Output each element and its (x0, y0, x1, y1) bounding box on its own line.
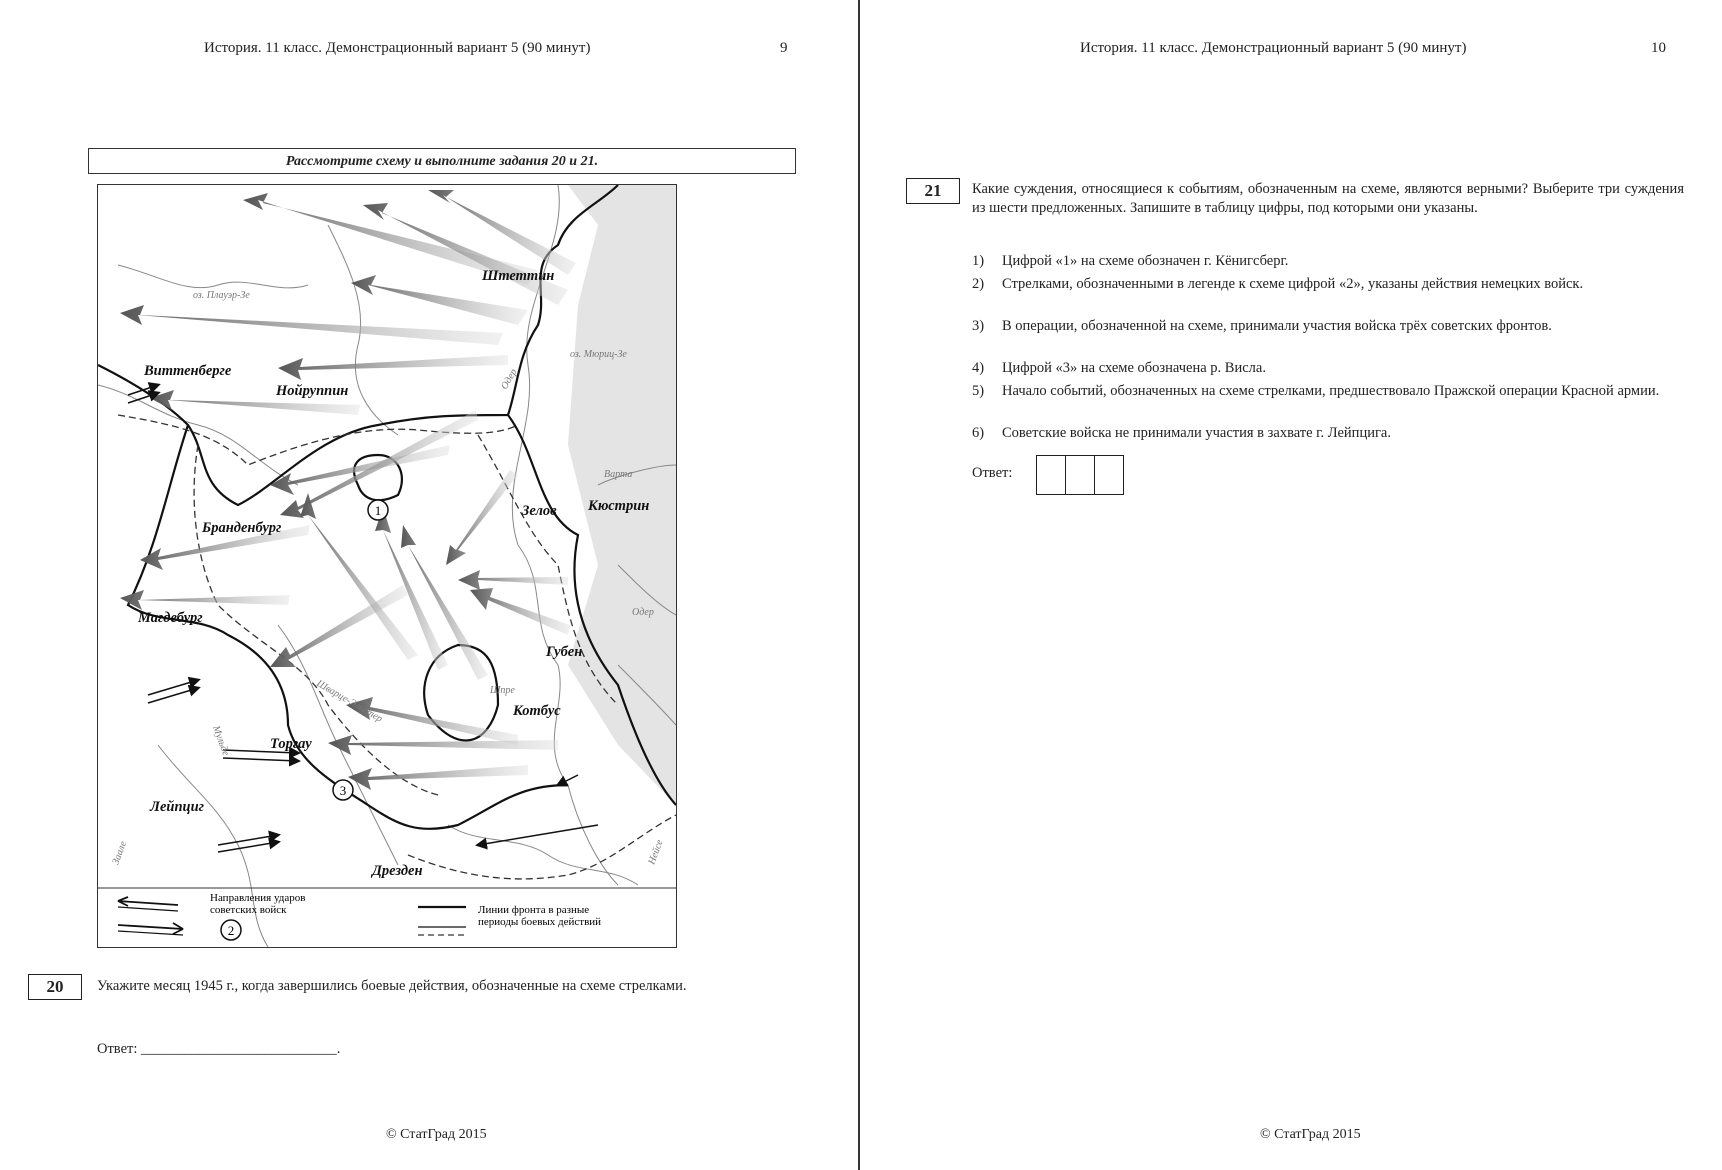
page-number: 9 (780, 40, 788, 56)
city-label: Бранденбург (202, 520, 282, 536)
map-marker-3 (333, 780, 353, 800)
svg-text:1: 1 (374, 503, 382, 518)
option-text: Цифрой «3» на схеме обозначена р. Висла. (1002, 360, 1266, 376)
page-number: 10 (1651, 40, 1666, 56)
task-20-text: Укажите месяц 1945 г., когда завершились боевые действия, обозначенные на схеме стрелками. (97, 978, 687, 994)
option-text: В операции, обозначенной на схеме, принимали участия войска трёх советских фронтов. (1002, 318, 1552, 334)
task-21-option (972, 252, 1684, 271)
river-label: Одер (499, 367, 520, 392)
left-page (0, 0, 858, 1170)
answer-cell[interactable] (1094, 455, 1124, 495)
river-label: оз. Мюриц-Зе (570, 349, 627, 360)
map-shaded-area (568, 185, 676, 805)
city-label: Зелов (522, 503, 557, 519)
option-text: Начало событий, обозначенных на схеме стрелками, предшествовало Пражской операции Красной армии. (1002, 383, 1660, 399)
legend-arrows-label-2: советских войск (210, 904, 287, 916)
map-svg (98, 185, 676, 947)
river-label: Одер (632, 607, 654, 618)
river-label: Шпре (490, 685, 515, 696)
legend-marker-2: 2 (227, 923, 235, 938)
task-20-answer (97, 1041, 340, 1058)
river-label: Нейсе (646, 838, 666, 867)
task-21-question: Какие суждения, относящиеся к событиям, обозначенным на схеме, являются верными? Выберите три суждения из шести предложенных. Запишите в таблицу цифры, под которыми они указаны. (972, 181, 1684, 216)
legend-arrows-label-1: Направления ударов (210, 892, 306, 904)
page-header: История. 11 класс. Демонстрационный вариант 5 (90 минут) (204, 40, 591, 56)
task-21-answer-table (1037, 455, 1124, 495)
map-marker-1 (368, 500, 388, 520)
city-label: Штеттин (482, 268, 555, 284)
city-label: Губен (546, 644, 583, 660)
page-footer: © СтатГрад 2015 (386, 1127, 487, 1142)
map-legend (98, 888, 676, 940)
city-label: Магдебург (138, 610, 203, 626)
city-label: Котбус (513, 703, 561, 719)
legend-front-label-2: периоды боевых действий (478, 916, 602, 928)
option-number: 6) (972, 425, 985, 441)
right-page (862, 0, 1722, 1170)
option-number: 2) (972, 276, 985, 292)
page-footer: © СтатГрад 2015 (1260, 1127, 1361, 1142)
city-label: Дрезден (372, 863, 423, 879)
option-text: Цифрой «1» на схеме обозначен г. Кёнигсберг. (1002, 253, 1289, 269)
svg-text:3: 3 (339, 783, 347, 798)
task-21-option (972, 424, 1684, 443)
page-divider (858, 0, 860, 1170)
option-number: 1) (972, 253, 985, 269)
river-label: Заале (110, 839, 130, 867)
option-number: 5) (972, 383, 985, 399)
option-text: Стрелками, обозначенными в легенде к схеме цифрой «2», указаны действия немецких войск. (1002, 276, 1584, 292)
answer-cell[interactable] (1065, 455, 1095, 495)
city-label: Кюстрин (588, 498, 650, 514)
task-21-answer-label: Ответ: (972, 465, 1013, 481)
option-text: Советские войска не принимали участия в захвате г. Лейпцига. (1002, 425, 1391, 441)
task-21-option (972, 317, 1684, 336)
river-label: оз. Плауэр-Зе (193, 290, 250, 301)
river-label: Шварце-Эльстер (314, 678, 385, 725)
answer-cell[interactable] (1036, 455, 1066, 495)
city-label: Нойруппин (276, 383, 349, 399)
legend-front-label-1: Линии фронта в разные (478, 904, 590, 916)
instruction-box: Рассмотрите схему и выполните задания 20 и 21. (88, 148, 796, 174)
task-20-number: 20 (28, 974, 82, 1000)
option-number: 4) (972, 360, 985, 376)
city-label: Виттенберге (144, 363, 232, 379)
river-label: Варта (604, 469, 633, 480)
city-label: Лейпциг (150, 799, 204, 815)
page-header: История. 11 класс. Демонстрационный вариант 5 (90 минут) (1080, 40, 1467, 56)
river-label: Мульде (210, 724, 232, 758)
task-21-number: 21 (906, 178, 960, 204)
task-20-answer-label: Ответ: (97, 1041, 138, 1057)
task-21-option (972, 359, 1684, 378)
task-20-answer-line[interactable]: ___________________________. (141, 1041, 341, 1057)
task-21-option (972, 382, 1684, 401)
city-label: Торгау (270, 736, 312, 752)
option-number: 3) (972, 318, 985, 334)
battle-map (97, 184, 677, 948)
task-21-option (972, 275, 1684, 294)
